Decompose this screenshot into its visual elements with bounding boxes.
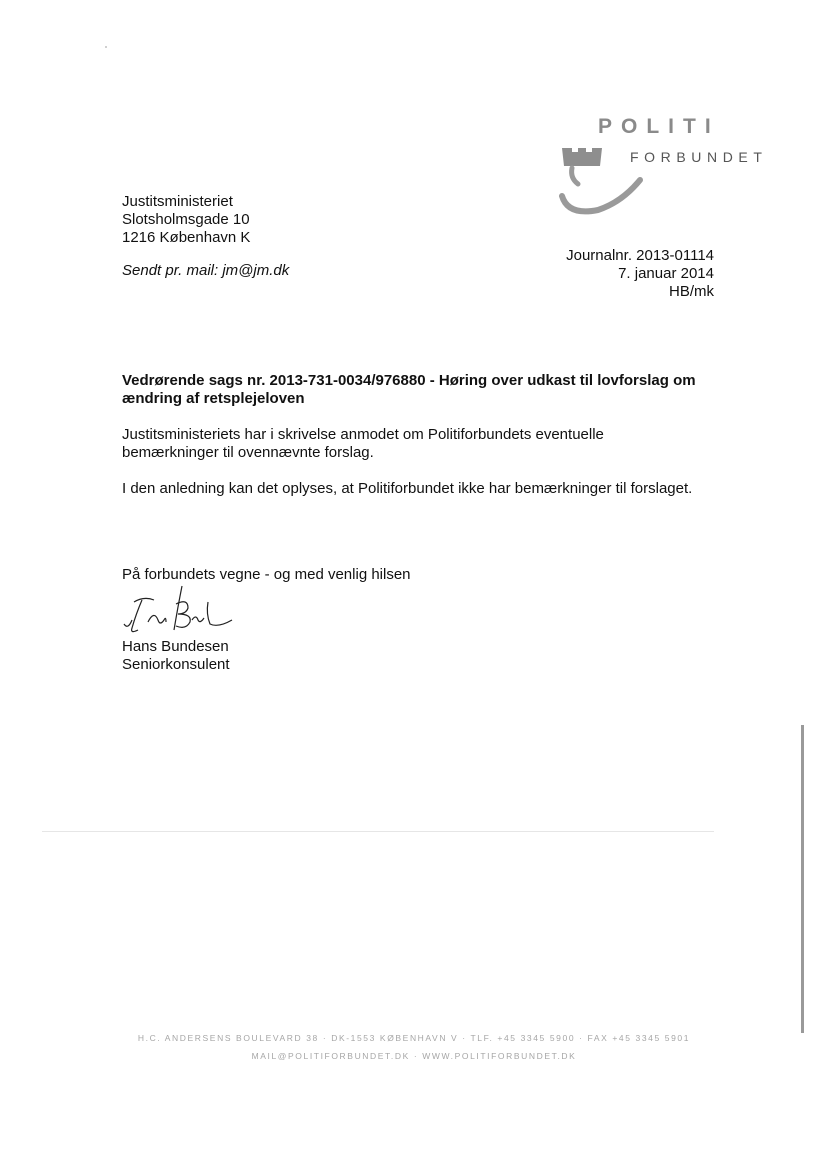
footer-contact: MAIL@POLITIFORBUNDET.DK · WWW.POLITIFORBUNDET.DK: [251, 1051, 577, 1061]
handwritten-signature: [114, 580, 244, 640]
letter-subject: Vedrørende sags nr. 2013-731-0034/976880 - Høring over udkast til lovforslag om ændring af retsplejeloven: [122, 372, 696, 407]
closing-greeting: På forbundets vegne - og med venlig hilsen: [122, 566, 411, 583]
recipient-street: Slotsholmsgade 10: [122, 211, 250, 228]
author-initials: HB/mk: [669, 283, 714, 300]
scan-fold-line: [42, 831, 714, 832]
footer-address: H.C. ANDERSENS BOULEVARD 38 · DK-1553 KØBENHAVN V · TLF. +45 3345 5900 · FAX +45 3345 5901: [137, 1033, 691, 1043]
reference-block: [566, 247, 714, 301]
recipient-address: [122, 193, 250, 247]
logo-wordmark-politi: POLITI: [598, 115, 720, 138]
recipient-city: 1216 København K: [122, 229, 251, 246]
sent-by-mail-note: Sendt pr. mail: jm@jm.dk: [122, 262, 290, 279]
letter-date: 7. januar 2014: [618, 265, 714, 282]
logo-wordmark-forbundet: FORBUNDET: [630, 149, 768, 165]
scan-speck: [105, 46, 107, 48]
signatory-title: Seniorkonsulent: [122, 656, 230, 673]
body-paragraph-1: Justitsministeriets har i skrivelse anmodet om Politiforbundets eventuelle bemærkninger til ovennævnte forslag.: [122, 426, 604, 461]
recipient-name: Justitsministeriet: [122, 193, 233, 210]
journal-number: Journalnr. 2013-01114: [566, 247, 714, 264]
scan-edge-mark: [801, 725, 804, 1033]
police-union-emblem-icon: [558, 140, 648, 220]
body-paragraph-2: I den anledning kan det oplyses, at Politiforbundet ikke har bemærkninger til forslaget.: [122, 480, 693, 497]
politiforbundet-logo: [558, 112, 788, 222]
signatory-name: Hans Bundesen: [122, 638, 229, 655]
